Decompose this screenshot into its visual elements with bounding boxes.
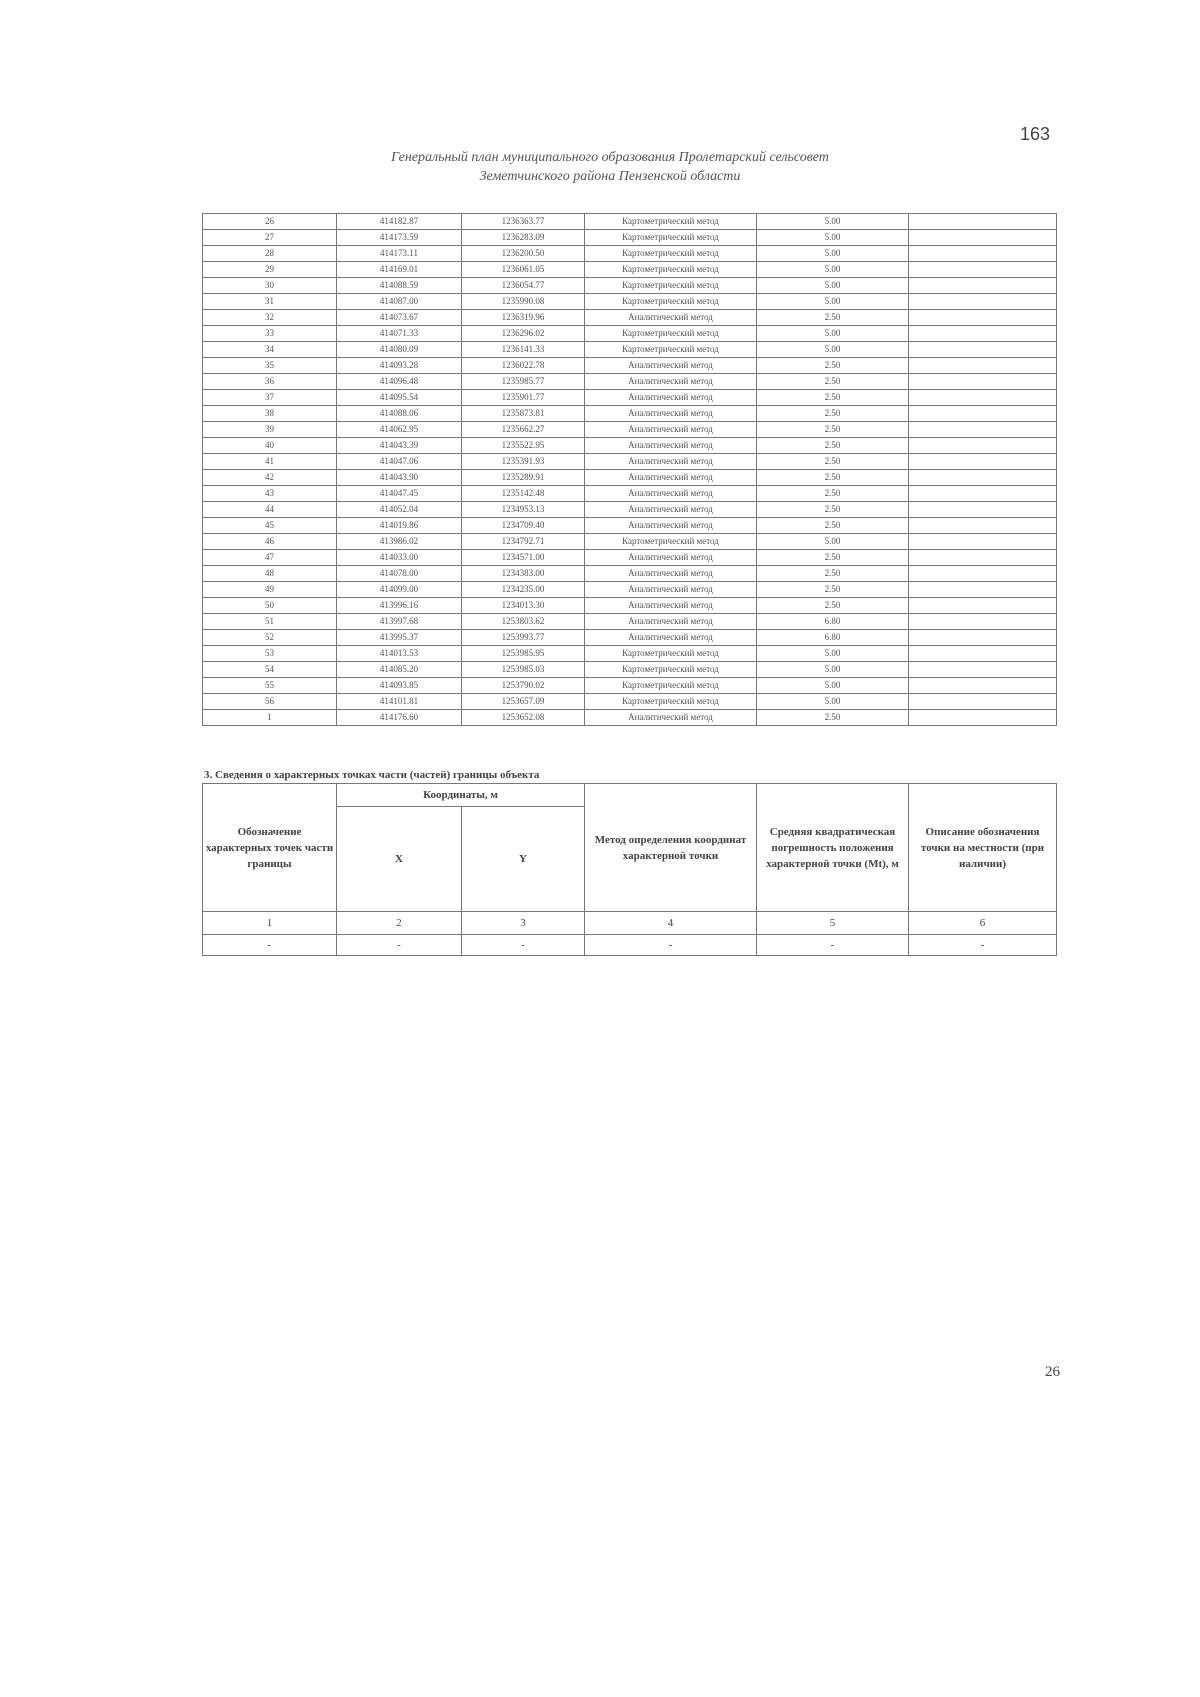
- table-row: [203, 518, 1057, 534]
- method-cell: Аналитический метод: [585, 486, 757, 502]
- column-numbers-row: [203, 912, 1057, 935]
- header-point-designation: Обозначение характерных точек части границы: [203, 784, 337, 912]
- x-coordinate-cell: 414052.04: [337, 502, 462, 518]
- x-coordinate-cell: 414062.95: [337, 422, 462, 438]
- x-coordinate-cell: 414071.33: [337, 326, 462, 342]
- y-coordinate-cell: 1236054.77: [462, 278, 585, 294]
- table-row: [203, 598, 1057, 614]
- description-cell: [909, 694, 1057, 710]
- y-coordinate-cell: 1234383.00: [462, 566, 585, 582]
- x-coordinate-cell: 413997.68: [337, 614, 462, 630]
- x-coordinate-cell: 414043.90: [337, 470, 462, 486]
- method-cell: Аналитический метод: [585, 358, 757, 374]
- point-number-cell: 28: [203, 246, 337, 262]
- description-cell: [909, 646, 1057, 662]
- mean-error-cell: 5.00: [757, 534, 909, 550]
- point-number-cell: 45: [203, 518, 337, 534]
- x-coordinate-cell: 414088.59: [337, 278, 462, 294]
- method-cell: Картометрический метод: [585, 326, 757, 342]
- mean-error-cell: 2.50: [757, 390, 909, 406]
- description-cell: [909, 678, 1057, 694]
- mean-error-cell: 2.50: [757, 502, 909, 518]
- y-coordinate-cell: 1236061.05: [462, 262, 585, 278]
- y-coordinate-cell: 1234953.13: [462, 502, 585, 518]
- table-row: [203, 454, 1057, 470]
- description-cell: [909, 550, 1057, 566]
- point-number-cell: 55: [203, 678, 337, 694]
- x-coordinate-cell: 414176.60: [337, 710, 462, 726]
- method-cell: Картометрический метод: [585, 342, 757, 358]
- mean-error-cell: 6.80: [757, 630, 909, 646]
- point-number-cell: 29: [203, 262, 337, 278]
- x-coordinate-cell: 414073.67: [337, 310, 462, 326]
- method-cell: Аналитический метод: [585, 630, 757, 646]
- method-cell: Картометрический метод: [585, 694, 757, 710]
- header-line-1: Генеральный план муниципального образования Пролетарский сельсовет: [391, 150, 829, 165]
- empty-cell: -: [909, 935, 1057, 956]
- x-coordinate-cell: 414047.06: [337, 454, 462, 470]
- description-cell: [909, 598, 1057, 614]
- description-cell: [909, 454, 1057, 470]
- mean-error-cell: 5.00: [757, 214, 909, 230]
- y-coordinate-cell: 1234709.40: [462, 518, 585, 534]
- mean-error-cell: 2.50: [757, 422, 909, 438]
- y-coordinate-cell: 1234571.00: [462, 550, 585, 566]
- point-number-cell: 31: [203, 294, 337, 310]
- y-coordinate-cell: 1235990.08: [462, 294, 585, 310]
- point-number-cell: 52: [203, 630, 337, 646]
- mean-error-cell: 5.00: [757, 278, 909, 294]
- mean-error-cell: 5.00: [757, 646, 909, 662]
- description-cell: [909, 566, 1057, 582]
- x-coordinate-cell: 414099.00: [337, 582, 462, 598]
- y-coordinate-cell: 1235873.81: [462, 406, 585, 422]
- empty-cell: -: [757, 935, 909, 956]
- x-coordinate-cell: 414047.45: [337, 486, 462, 502]
- table-row: [203, 678, 1057, 694]
- point-number-cell: 42: [203, 470, 337, 486]
- method-cell: Картометрический метод: [585, 646, 757, 662]
- x-coordinate-cell: 413995.37: [337, 630, 462, 646]
- table-row: [203, 358, 1057, 374]
- method-cell: Аналитический метод: [585, 454, 757, 470]
- column-number: 4: [585, 912, 757, 935]
- parts-table: [202, 783, 1057, 956]
- x-coordinate-cell: 414182.87: [337, 214, 462, 230]
- point-number-cell: 37: [203, 390, 337, 406]
- point-number-cell: 38: [203, 406, 337, 422]
- method-cell: Аналитический метод: [585, 518, 757, 534]
- method-cell: Аналитический метод: [585, 598, 757, 614]
- y-coordinate-cell: 1236141.33: [462, 342, 585, 358]
- point-number-cell: 40: [203, 438, 337, 454]
- x-coordinate-cell: 414095.54: [337, 390, 462, 406]
- empty-cell: -: [462, 935, 585, 956]
- point-number-cell: 27: [203, 230, 337, 246]
- y-coordinate-cell: 1253985.03: [462, 662, 585, 678]
- document-header: [200, 148, 1020, 186]
- mean-error-cell: 2.50: [757, 310, 909, 326]
- table-row: [203, 326, 1057, 342]
- y-coordinate-cell: 1253790.02: [462, 678, 585, 694]
- y-coordinate-cell: 1235662.27: [462, 422, 585, 438]
- method-cell: Картометрический метод: [585, 278, 757, 294]
- point-number-cell: 50: [203, 598, 337, 614]
- table-row: [203, 438, 1057, 454]
- point-number-cell: 30: [203, 278, 337, 294]
- x-coordinate-cell: 414043.39: [337, 438, 462, 454]
- y-coordinate-cell: 1235901.77: [462, 390, 585, 406]
- method-cell: Аналитический метод: [585, 390, 757, 406]
- method-cell: Картометрический метод: [585, 662, 757, 678]
- mean-error-cell: 2.50: [757, 550, 909, 566]
- table-row: [203, 694, 1057, 710]
- y-coordinate-cell: 1236283.09: [462, 230, 585, 246]
- y-coordinate-cell: 1235289.91: [462, 470, 585, 486]
- page-number-top: 163: [1020, 124, 1051, 144]
- description-cell: [909, 614, 1057, 630]
- table-row: [203, 374, 1057, 390]
- point-number-cell: 36: [203, 374, 337, 390]
- method-cell: Аналитический метод: [585, 422, 757, 438]
- mean-error-cell: 2.50: [757, 598, 909, 614]
- x-coordinate-cell: 414173.11: [337, 246, 462, 262]
- table-row: [203, 262, 1057, 278]
- point-number-cell: 34: [203, 342, 337, 358]
- header-method: Метод определения координат характерной точки: [585, 784, 757, 912]
- method-cell: Картометрический метод: [585, 534, 757, 550]
- description-cell: [909, 294, 1057, 310]
- description-cell: [909, 470, 1057, 486]
- table-row: [203, 502, 1057, 518]
- x-coordinate-cell: 414169.01: [337, 262, 462, 278]
- point-number-cell: 39: [203, 422, 337, 438]
- y-coordinate-cell: 1253985.95: [462, 646, 585, 662]
- method-cell: Картометрический метод: [585, 230, 757, 246]
- point-number-cell: 54: [203, 662, 337, 678]
- mean-error-cell: 5.00: [757, 246, 909, 262]
- mean-error-cell: 2.50: [757, 582, 909, 598]
- point-number-cell: 56: [203, 694, 337, 710]
- mean-error-cell: 5.00: [757, 662, 909, 678]
- mean-error-cell: 2.50: [757, 710, 909, 726]
- description-cell: [909, 262, 1057, 278]
- method-cell: Аналитический метод: [585, 550, 757, 566]
- y-coordinate-cell: 1235142.48: [462, 486, 585, 502]
- coordinates-table: [202, 213, 1057, 726]
- table-row: [203, 534, 1057, 550]
- description-cell: [909, 534, 1057, 550]
- empty-cell: -: [203, 935, 337, 956]
- description-cell: [909, 518, 1057, 534]
- mean-error-cell: 2.50: [757, 470, 909, 486]
- table-row: [203, 390, 1057, 406]
- method-cell: Картометрический метод: [585, 294, 757, 310]
- point-number-cell: 41: [203, 454, 337, 470]
- point-number-cell: 33: [203, 326, 337, 342]
- table-row: [203, 566, 1057, 582]
- y-coordinate-cell: 1253657.09: [462, 694, 585, 710]
- x-coordinate-cell: 414080.09: [337, 342, 462, 358]
- method-cell: Аналитический метод: [585, 502, 757, 518]
- x-coordinate-cell: 414085.20: [337, 662, 462, 678]
- empty-cell: -: [337, 935, 462, 956]
- table-row: [203, 550, 1057, 566]
- description-cell: [909, 502, 1057, 518]
- table-row: [203, 630, 1057, 646]
- method-cell: Аналитический метод: [585, 374, 757, 390]
- x-coordinate-cell: 413996.16: [337, 598, 462, 614]
- y-coordinate-cell: 1253803.62: [462, 614, 585, 630]
- y-coordinate-cell: 1234013.30: [462, 598, 585, 614]
- x-coordinate-cell: 414173.59: [337, 230, 462, 246]
- mean-error-cell: 2.50: [757, 486, 909, 502]
- method-cell: Аналитический метод: [585, 710, 757, 726]
- mean-error-cell: 5.00: [757, 342, 909, 358]
- mean-error-cell: 2.50: [757, 438, 909, 454]
- y-coordinate-cell: 1253993.77: [462, 630, 585, 646]
- point-number-cell: 46: [203, 534, 337, 550]
- y-coordinate-cell: 1236363.77: [462, 214, 585, 230]
- method-cell: Картометрический метод: [585, 262, 757, 278]
- x-coordinate-cell: 414087.00: [337, 294, 462, 310]
- description-cell: [909, 438, 1057, 454]
- y-coordinate-cell: 1236296.02: [462, 326, 585, 342]
- description-cell: [909, 486, 1057, 502]
- y-coordinate-cell: 1235391.93: [462, 454, 585, 470]
- method-cell: Аналитический метод: [585, 310, 757, 326]
- method-cell: Картометрический метод: [585, 678, 757, 694]
- description-cell: [909, 358, 1057, 374]
- table-row: [203, 230, 1057, 246]
- table-row: [203, 486, 1057, 502]
- method-cell: Аналитический метод: [585, 470, 757, 486]
- header-line-2: Земетчинского района Пензенской области: [479, 169, 741, 184]
- method-cell: Картометрический метод: [585, 246, 757, 262]
- table-row: [203, 646, 1057, 662]
- x-coordinate-cell: 413986.02: [337, 534, 462, 550]
- table-row: [203, 422, 1057, 438]
- y-coordinate-cell: 1236319.96: [462, 310, 585, 326]
- x-coordinate-cell: 414033.00: [337, 550, 462, 566]
- table-row: [203, 294, 1057, 310]
- description-cell: [909, 662, 1057, 678]
- point-number-cell: 26: [203, 214, 337, 230]
- column-number: 6: [909, 912, 1057, 935]
- mean-error-cell: 6.80: [757, 614, 909, 630]
- x-coordinate-cell: 414096.48: [337, 374, 462, 390]
- mean-error-cell: 5.00: [757, 678, 909, 694]
- description-cell: [909, 422, 1057, 438]
- point-number-cell: 44: [203, 502, 337, 518]
- y-coordinate-cell: 1235985.77: [462, 374, 585, 390]
- table-row: [203, 710, 1057, 726]
- table-row: [203, 310, 1057, 326]
- x-coordinate-cell: 414088.06: [337, 406, 462, 422]
- header-mean-error: Средняя квадратическая погрешность положения характерной точки (Mt), м: [757, 784, 909, 912]
- table-row: [203, 614, 1057, 630]
- header-coordinates: Координаты, м: [337, 784, 585, 807]
- x-coordinate-cell: 414019.86: [337, 518, 462, 534]
- description-cell: [909, 630, 1057, 646]
- mean-error-cell: 5.00: [757, 326, 909, 342]
- mean-error-cell: 2.50: [757, 566, 909, 582]
- section-3-caption: 3. Сведения о характерных точках части (частей) границы объекта: [204, 769, 540, 781]
- header-x: X: [337, 807, 462, 912]
- description-cell: [909, 710, 1057, 726]
- point-number-cell: 32: [203, 310, 337, 326]
- y-coordinate-cell: 1253652.08: [462, 710, 585, 726]
- method-cell: Аналитический метод: [585, 582, 757, 598]
- point-number-cell: 1: [203, 710, 337, 726]
- column-number: 3: [462, 912, 585, 935]
- table-row: [203, 582, 1057, 598]
- empty-data-row: [203, 935, 1057, 956]
- mean-error-cell: 2.50: [757, 406, 909, 422]
- x-coordinate-cell: 414013.53: [337, 646, 462, 662]
- method-cell: Аналитический метод: [585, 406, 757, 422]
- mean-error-cell: 5.00: [757, 294, 909, 310]
- point-number-cell: 48: [203, 566, 337, 582]
- description-cell: [909, 582, 1057, 598]
- page-number-bottom: 26: [1045, 1364, 1060, 1380]
- description-cell: [909, 326, 1057, 342]
- description-cell: [909, 390, 1057, 406]
- mean-error-cell: 2.50: [757, 374, 909, 390]
- y-coordinate-cell: 1236022.78: [462, 358, 585, 374]
- table-row: [203, 406, 1057, 422]
- method-cell: Аналитический метод: [585, 566, 757, 582]
- header-y: Y: [462, 807, 585, 912]
- mean-error-cell: 5.00: [757, 262, 909, 278]
- description-cell: [909, 246, 1057, 262]
- description-cell: [909, 374, 1057, 390]
- point-number-cell: 47: [203, 550, 337, 566]
- table-row: [203, 662, 1057, 678]
- table-row: [203, 342, 1057, 358]
- point-number-cell: 43: [203, 486, 337, 502]
- column-number: 2: [337, 912, 462, 935]
- method-cell: Аналитический метод: [585, 438, 757, 454]
- method-cell: Картометрический метод: [585, 214, 757, 230]
- mean-error-cell: 2.50: [757, 454, 909, 470]
- table-row: [203, 214, 1057, 230]
- y-coordinate-cell: 1234235.00: [462, 582, 585, 598]
- table-row: [203, 278, 1057, 294]
- mean-error-cell: 5.00: [757, 230, 909, 246]
- column-number: 5: [757, 912, 909, 935]
- description-cell: [909, 278, 1057, 294]
- header-description: Описание обозначения точки на местности (при наличии): [909, 784, 1057, 912]
- table-row: [203, 470, 1057, 486]
- y-coordinate-cell: 1236200.50: [462, 246, 585, 262]
- mean-error-cell: 5.00: [757, 694, 909, 710]
- x-coordinate-cell: 414078.00: [337, 566, 462, 582]
- description-cell: [909, 230, 1057, 246]
- point-number-cell: 51: [203, 614, 337, 630]
- description-cell: [909, 310, 1057, 326]
- point-number-cell: 35: [203, 358, 337, 374]
- description-cell: [909, 342, 1057, 358]
- empty-cell: -: [585, 935, 757, 956]
- mean-error-cell: 2.50: [757, 518, 909, 534]
- column-number: 1: [203, 912, 337, 935]
- description-cell: [909, 406, 1057, 422]
- y-coordinate-cell: 1235522.95: [462, 438, 585, 454]
- table-row: [203, 246, 1057, 262]
- x-coordinate-cell: 414093.28: [337, 358, 462, 374]
- mean-error-cell: 2.50: [757, 358, 909, 374]
- point-number-cell: 49: [203, 582, 337, 598]
- point-number-cell: 53: [203, 646, 337, 662]
- x-coordinate-cell: 414093.85: [337, 678, 462, 694]
- method-cell: Аналитический метод: [585, 614, 757, 630]
- x-coordinate-cell: 414101.81: [337, 694, 462, 710]
- y-coordinate-cell: 1234792.71: [462, 534, 585, 550]
- coordinates-table-body: [203, 214, 1057, 726]
- description-cell: [909, 214, 1057, 230]
